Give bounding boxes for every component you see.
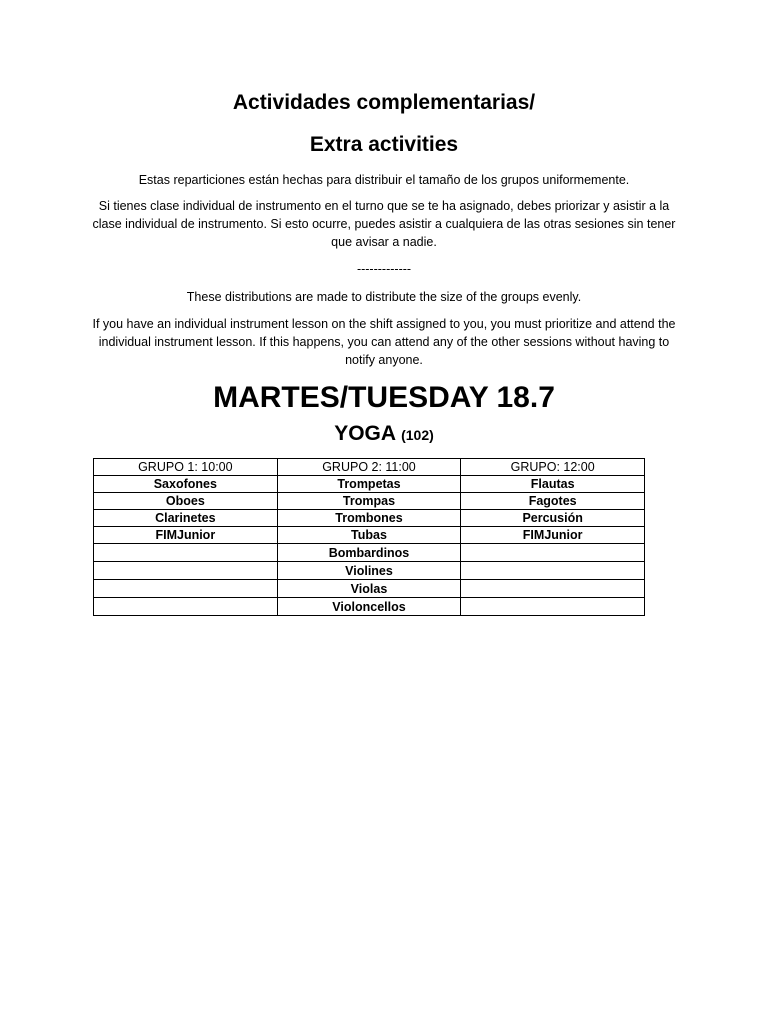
table-cell: FIMJunior [94,527,278,544]
spanish-paragraph-1: Estas reparticiones están hechas para distribuir el tamaño de los grupos uniformemente. [138,173,630,187]
english-paragraph-1: These distributions are made to distribute the size of the groups evenly. [186,290,582,304]
table-cell: Tubas [277,527,461,544]
table-cell: Violoncellos [277,598,461,616]
table-cell [94,598,278,616]
table-row [94,510,645,527]
table-cell: Violines [277,562,461,580]
column-header-group-3: GRUPO: 12:00 [461,459,645,476]
activity-name: YOGA [334,422,396,445]
table-cell: Clarinetes [94,510,278,527]
table-cell: Flautas [461,476,645,493]
table-row [94,598,645,616]
document-title-line2: Extra activities [309,133,459,156]
table-cell: Fagotes [461,493,645,510]
spanish-paragraph-2: Si tienes clase individual de instrumento en el turno que se te ha asignado, debes priorizar y asistir a la clase individual de instrumento. Si esto ocurre, puedes asistir a cualquiera de las otras sesiones sin tener que avisar a nadie. [92,199,676,249]
column-header-group-2: GRUPO 2: 11:00 [277,459,461,476]
table-cell [461,598,645,616]
language-separator: ------------- [356,262,412,276]
table-cell [94,580,278,598]
table-row [94,544,645,562]
activity-room: (102) [401,427,434,443]
table-header-row [94,459,645,476]
table-cell: Trompas [277,493,461,510]
table-row [94,527,645,544]
table-cell [461,580,645,598]
table-cell: FIMJunior [461,527,645,544]
english-paragraph-2: If you have an individual instrument lesson on the shift assigned to you, you must prioritize and attend the individual instrument lesson. If this happens, you can attend any of the other sessions without having to notify anyone. [92,317,676,367]
table-row [94,476,645,493]
table-cell: Bombardinos [277,544,461,562]
table-cell: Trombones [277,510,461,527]
table-row [94,493,645,510]
table-cell [94,544,278,562]
day-heading: MARTES/TUESDAY 18.7 [213,381,555,414]
table-cell [461,544,645,562]
table-cell: Oboes [94,493,278,510]
group-schedule-table [93,458,645,616]
activity-heading [0,420,768,449]
table-row [94,580,645,598]
document-title-line1: Actividades complementarias/ [232,91,536,114]
table-cell: Violas [277,580,461,598]
table-cell [461,562,645,580]
table-row [94,562,645,580]
table-cell: Trompetas [277,476,461,493]
table-cell [94,562,278,580]
table-cell: Saxofones [94,476,278,493]
table-cell: Percusión [461,510,645,527]
column-header-group-1: GRUPO 1: 10:00 [94,459,278,476]
